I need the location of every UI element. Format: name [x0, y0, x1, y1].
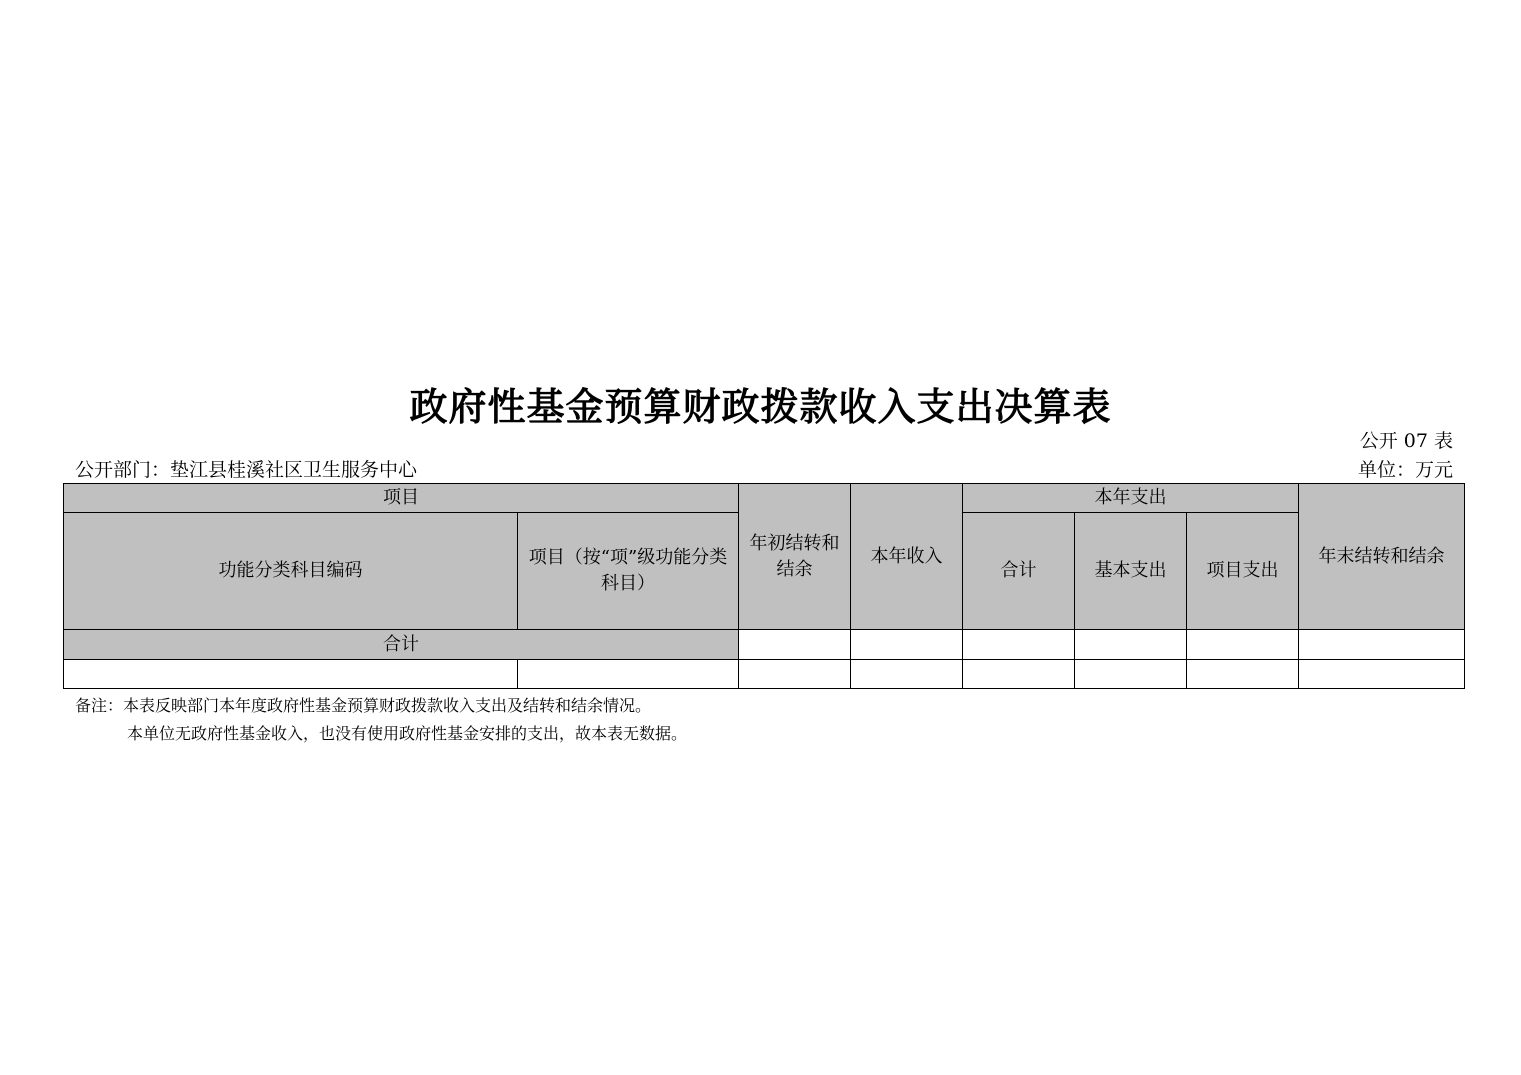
header-expense-basic: 基本支出 [1075, 513, 1187, 630]
total-expense-project-cell [1187, 630, 1299, 660]
begin-balance-cell [739, 660, 851, 689]
header-item-name: 项目（按“项”级功能分类科目） [518, 513, 739, 630]
expense-project-cell [1187, 660, 1299, 689]
total-row-label: 合计 [64, 630, 739, 660]
total-end-balance-cell [1299, 630, 1465, 660]
header-expense-total: 合计 [963, 513, 1075, 630]
header-income: 本年收入 [851, 484, 963, 630]
budget-table [63, 483, 1465, 689]
total-income-cell [851, 630, 963, 660]
header-code: 功能分类科目编码 [64, 513, 518, 630]
header-expense: 本年支出 [963, 484, 1299, 513]
department-label: 公开部门：垫江县桂溪社区卫生服务中心 [75, 459, 418, 481]
item-name-cell [518, 660, 739, 689]
table-row [64, 660, 1465, 689]
total-expense-basic-cell [1075, 630, 1187, 660]
note-line-1: 备注：本表反映部门本年度政府性基金预算财政拨款收入支出及结转和结余情况。 [75, 696, 652, 715]
end-balance-cell [1299, 660, 1465, 689]
unit-label: 单位：万元 [1357, 459, 1453, 481]
total-begin-balance-cell [739, 630, 851, 660]
header-expense-project: 项目支出 [1187, 513, 1299, 630]
header-item: 项目 [64, 484, 739, 513]
note-line-2: 本单位无政府性基金收入，也没有使用政府性基金安排的支出，故本表无数据。 [127, 724, 688, 743]
code-cell [64, 660, 518, 689]
form-code: 公开 07 表 [1359, 430, 1453, 452]
page-title: 政府性基金预算财政拨款收入支出决算表 [409, 384, 1112, 429]
header-begin-balance: 年初结转和结余 [739, 484, 851, 630]
expense-basic-cell [1075, 660, 1187, 689]
expense-total-cell [963, 660, 1075, 689]
total-expense-total-cell [963, 630, 1075, 660]
income-cell [851, 660, 963, 689]
header-end-balance: 年末结转和结余 [1299, 484, 1465, 630]
total-row [64, 630, 1465, 660]
